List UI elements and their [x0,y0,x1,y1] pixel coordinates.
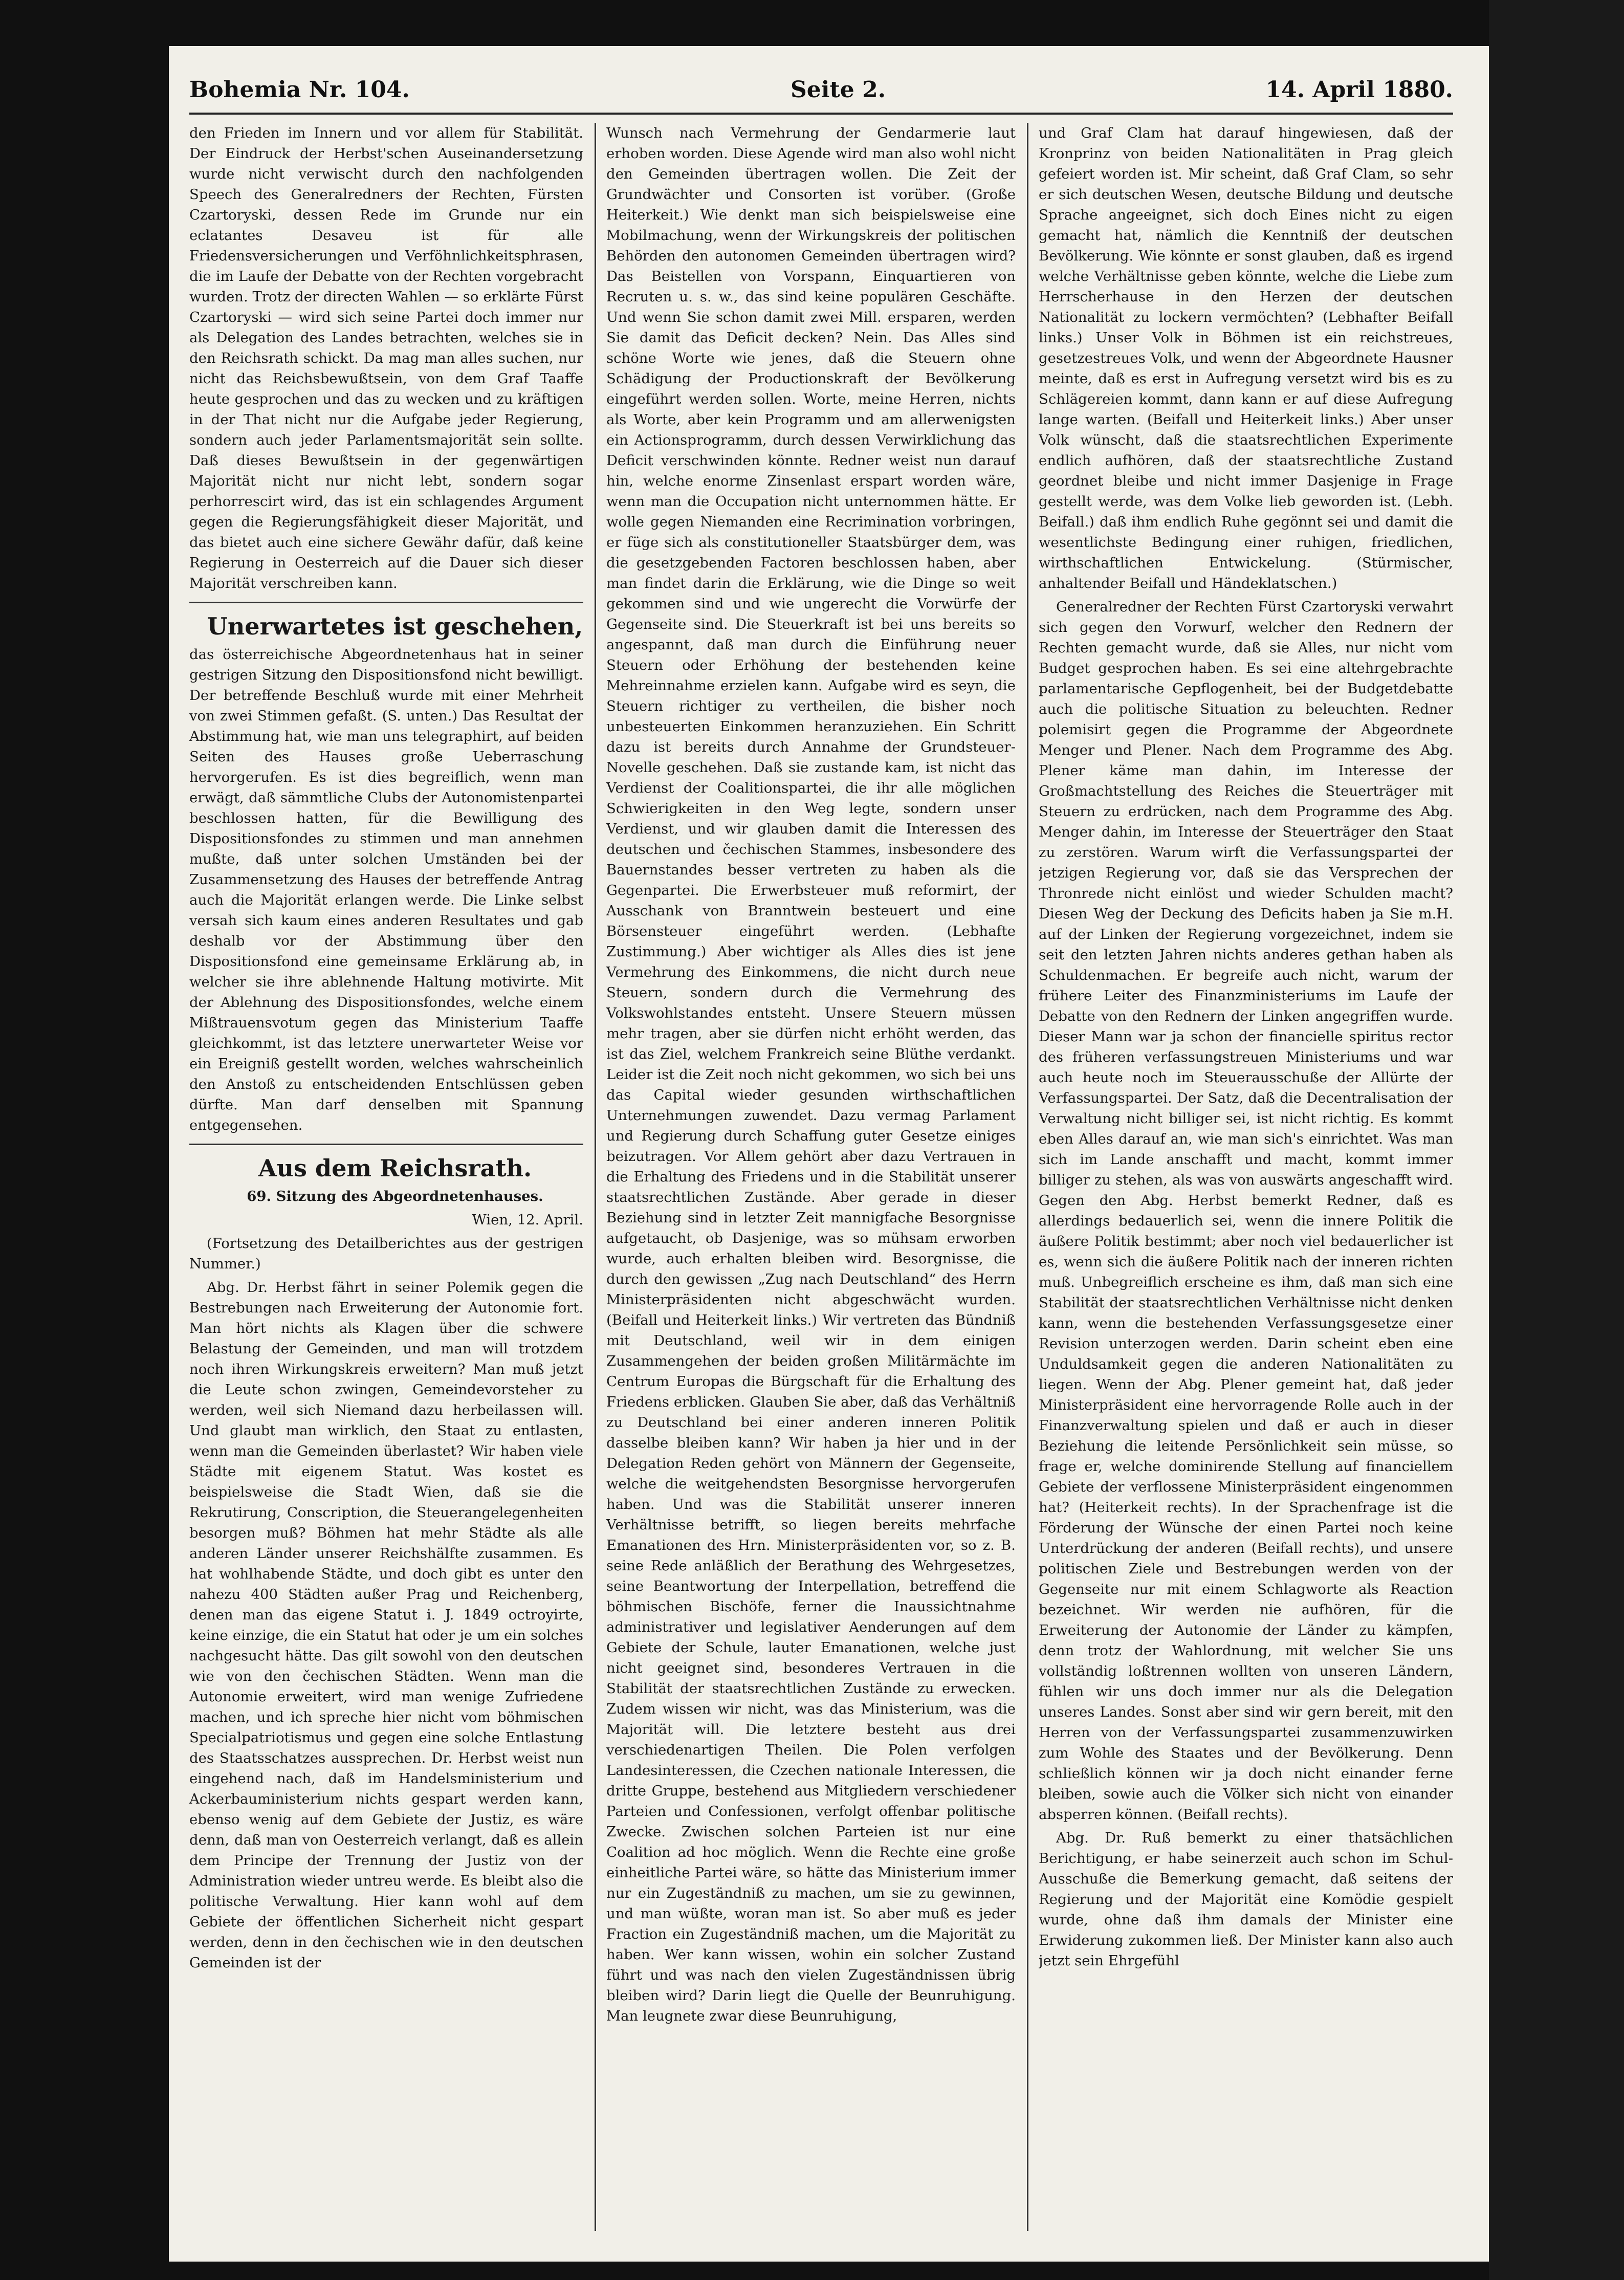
column-3 [1039,123,1453,2236]
headline-unexpected: Unerwartetes ist geschehen, [207,612,583,640]
article-herbst: Abg. Dr. Herbst fährt in seiner Polemik gegen die Bestrebungen nach Erweiterung der Autonomie fort. Man hört nichts als Klagen über die schwere Belastung der Gemeinden, und man will trotzdem noch ihren Wirkungskreis erweitern? Man muß jetzt die Leute schon zwingen, Gemeindevorsteher zu werden, weil sich Niemand dazu herbeilassen will. Und glaubt man wirklich, den Staat zu entlasten, wenn man die Gemeinden überlastet? Wir haben viele Städte mit eigenem Statut. Was kostet es beispielsweise die Stadt Wien, daß sie die Rekrutirung, Conscription, die Steuerangelegenheiten besorgen muß? Böhmen hat mehr Städte als alle anderen Länder unserer Reichshälfte zusammen. Es hat wohlhabende Städte, und doch gibt es unter den nahezu 400 Städten außer Prag und Reichenberg, denen man das eigene Statut i. J. 1849 octroyirte, keine einzige, die ein Statut hat oder je um ein solches nachgesucht hätte. Das gilt sowohl von den deutschen wie von den čechischen Städten. Wenn man die Autonomie erweitert, wird man wenige Zufriedene machen, und ich spreche hier nicht vom böhmischen Specialpatriotismus und gegen eine solche Entlastung des Staatsschatzes aussprechen. Dr. Herbst weist nun eingehend nach, daß im Handelsministerium und Ackerbauministerium nichts gespart werden kann, ebenso wenig auf dem Gebiete der Justiz, es wäre denn, daß man von Oesterreich verlangt, daß es allein dem Principe der Trennung der Justiz von der Administration wieder untreu werde. Es bleibt also die politische Verwaltung. Hier kann wohl auf dem Gebiete der öffentlichen Sicherheit nicht gespart werden, denn in den čechischen wie in den deutschen Gemeinden ist der [189,1279,583,1971]
article-herbst-conclusion: und Graf Clam hat darauf hingewiesen, daß der Kronprinz von beiden Nationalitäten in Prag gleich gefeiert worden ist. Mir scheint, daß Graf Clam, so sehr er sich deutschen Wesen, deutsche Bildung und deutsche Sprache angeeignet, sich doch Eines nicht zu eigen gemacht hat, nämlich die Kenntniß der deutschen Bevölkerung. Wie könnte er sonst glauben, daß es irgend welche Verhältnisse geben könnte, welche die Liebe zum Herrscherhause in den Herzen der deutschen Nationalität zu lockern vermöchten? (Lebhafter Beifall links.) Unser Volk in Böhmen ist ein reichstreues, gesetzestreues Volk, und wenn der Abgeordnete Hausner meinte, daß es erst in Aufregung versetzt wird bis es zu Schlägereien kommt, dann kann er auf diese Aufregung lange warten. (Beifall und Heiterkeit links.) Aber unser Volk wünscht, daß die staatsrechtlichen Experimente endlich aufhören, daß der staatsrechtliche Zustand geordnet bleibe und nicht immer Dasjenige in Frage gestellt werde, was dem Volke lieb geworden ist. (Lebh. Beifall.) daß ihm endlich Ruhe gegönnt sei und damit die wesentlichste Bedingung einer ruhigen, friedlichen, wirthschaftlichen Entwickelung. (Stürmischer, anhaltender Beifall und Händeklatschen.) [1039,125,1453,591]
column-1 [189,123,583,2236]
header-page-number: Seite 2. [791,77,886,103]
headline-reichsrath: Aus dem Reichsrath. [258,1154,532,1182]
sitting-title: 69. Sitzung des Abgeordnetenhauses. [247,1188,543,1204]
continuation-note: (Fortsetzung des Detailberichtes aus der gestrigen Nummer.) [189,1235,583,1272]
dateline: Wien, 12. April. [472,1212,583,1228]
column-2 [606,123,1016,2236]
column-rule [1027,123,1028,2231]
divider [189,602,583,603]
header-date: 14. April 1880. [1265,77,1453,103]
article-intro-continuation: den Frieden im Innern und vor allem für Stabilität. Der Eindruck der Herbst'schen Auseinandersetzung wurde nicht verwischt durch den nachfolgenden Speech des Generalredners der Rechten, Fürsten Czartoryski, dessen Rede im Grunde nur ein eclatantes Desaveu ist für alle Friedensversicherungen und Verföhnlichkeitsphrasen, die im Laufe der Debatte von der Rechten vorgebracht wurden. Trotz der directen Wahlen — so erklärte Fürst Czartoryski — wird sich seine Partei doch immer nur als Delegation des Landes betrachten, welches sie in den Reichsrath schickt. Da mag man alles suchen, nur nicht das Reichsbewußtsein, von dem Graf Taaffe heute gesprochen und das zu wecken und zu kräftigen in der That nicht nur die Aufgabe jeder Regierung, sondern auch jeder Parlamentsmajorität sein sollte. Daß dieses Bewußtsein in der gegenwärtigen Majorität nicht nur nicht lebt, sondern sogar perhorrescirt wird, das ist ein schlagendes Argument gegen die Regierungsfähigkeit dieser Majorität, und das bietet auch eine sichere Gewähr dafür, daß keine Regierung in Oesterreich auf die Dauer sich dieser Majorität verschreiben kann. [189,125,583,591]
scan-margin [1489,0,1624,2280]
divider [189,1144,583,1145]
article-dispositionsfond: das österreichische Abgeordnetenhaus hat in seiner gestrigen Sitzung den Dispositionsfond nicht bewilligt. Der betreffende Beschluß wurde mit einer Mehrheit von zwei Stimmen gefaßt. (S. unten.) Das Resultat der Abstimmung hat, wie man uns telegraphirt, auf beiden Seiten des Hauses große Ueberraschung hervorgerufen. Es ist dies begreiflich, wenn man erwägt, daß sämmtliche Clubs der Autonomistenpartei beschlossen hatten, für die Bewilligung des Dispositionsfondes zu stimmen und man annehmen mußte, daß unter solchen Umständen bei der Zusammensetzung des Hauses der betreffende Antrag auch die Majorität erlangen werde. Die Linke selbst versah sich kaum eines anderen Resultates und gab deshalb vor der Abstimmung über den Dispositionsfond eine gemeinsame Erklärung ab, in welcher sie ihre ablehnende Haltung motivirte. Mit der Ablehnung des Dispositionsfondes, welche einem Mißtrauensvotum gegen das Ministerium Taaffe gleichkommt, ist das letztere unerwarteter Weise vor ein Ereigniß gestellt worden, welches wahrscheinlich den Anstoß zu entscheidenden Entschlüssen geben dürfte. Man darf denselben mit Spannung entgegensehen. [189,646,583,1133]
column-rule [595,123,596,2231]
article-herbst-continued: Wunsch nach Vermehrung der Gendarmerie laut erhoben worden. Diese Agende wird man also wohl nicht den Gemeinden übertragen wollen. Die Zeit der Grundwächter und Consorten ist vorüber. (Große Heiterkeit.) Wie denkt man sich beispielsweise eine Mobilmachung, wenn der Wirkungskreis der politischen Behörden den autonomen Gemeinden übertragen wird? Das Beistellen von Vorspann, Einquartieren von Recruten u. s. w., das sind keine populären Geschäfte. Und wenn Sie schon damit zwei Mill. ersparen, werden Sie damit das Deficit decken? Nein. Das Alles sind schöne Worte wie jenes, daß die Steuern ohne Schädigung der Productionskraft der Bevölkerung eingeführt werden sollen. Worte, meine Herren, nichts als Worte, aber kein Programm und am allerwenigsten ein Actionsprogramm, durch dessen Verwirklichung das Deficit verschwinden könnte. Redner weist nun darauf hin, welche enorme Zinsenlast erspart worden wäre, wenn man die Occupation nicht unternommen hätte. Er wolle gegen Niemanden eine Recrimination vorbringen, er füge sich als constitutioneller Staatsbürger dem, was die gesetzgebenden Factoren beschlossen haben, aber man findet darin die Erklärung, wie die Dinge so weit gekommen sind und wie ungerecht die Vorwürfe der Gegenseite sind. Die Steuerkraft ist bei uns bereits so angespannt, daß man durch die Einführung neuer Steuern oder Erhöhung der bestehenden keine Mehreinnahme erzielen kann. Aufgabe wird es seyn, die Steuern richtiger zu vertheilen, die bisher noch unbesteuerten Einkommen heranzuziehen. Ein Schritt dazu ist bereits durch Annahme der Grundsteuer-Novelle geschehen. Daß sie zustande kam, ist nicht das Verdienst der Coalitionspartei, die ihr alle möglichen Schwierigkeiten in den Weg legte, sondern unser Verdienst, und wir glauben damit die Interessen des deutschen und čechischen Stammes, insbesondere des Bauernstandes besser vertreten zu haben als die Gegenpartei. Die Erwerbsteuer muß reformirt, der Ausschank von Branntwein besteuert und eine Börsensteuer eingeführt werden. (Lebhafte Zustimmung.) Aber wichtiger als Alles dies ist jene Vermehrung des Einkommens, die nicht durch neue Steuern, sondern durch die Vermehrung des Volkswohlstandes entsteht. Unsere Steuern müssen mehr tragen, aber sie dürfen nicht erhöht werden, das ist das Ziel, welchem Frankreich seine Blüthe verdankt. Leider ist die Zeit noch nicht gekommen, wo sich bei uns das Capital wieder gesunden wirthschaftlichen Unternehmungen zuwendet. Dazu vermag Parlament und Regierung durch Schaffung guter Gesetze einiges beizutragen. Vor Allem gehört aber dazu Vertrauen in die Erhaltung des Friedens und in die Stabilität unserer staatsrechtlichen Zustände. Aber gerade in dieser Beziehung sind in letzter Zeit mannigfache Besorgnisse aufgetaucht, ob Dasjenige, was so mühsam erworben wurde, auch erhalten bleiben wird. Besorgnisse, die durch den gewissen „Zug nach Deutschland“ des Herrn Ministerpräsidenten nicht abgeschwächt wurden. (Beifall und Heiterkeit links.) Wir vertreten das Bündniß mit Deutschland, weil wir in dem einigen Zusammengehen der beiden großen Militärmächte im Centrum Europas die Bürgschaft für die Erhaltung des Friedens erblicken. Glauben Sie aber, daß das Verhältniß zu Deutschland bei einer anderen inneren Politik dasselbe bleiben kann? Wir haben ja hier und in der Delegation Reden gehört von Männern der Gegenseite, welche die weitgehendsten Besorgnisse hervorgerufen haben. Und was die Stabilität unserer inneren Verhältnisse betrifft, so liegen bereits mehrfache Emanationen des Hrn. Ministerpräsidenten vor, so z. B. seine Rede anläßlich der Berathung des Wehrgesetzes, seine Beantwortung der Interpellation, betreffend die böhmischen Bischöfe, ferner die Inaussichtnahme administrativer und legislativer Aenderungen auf dem Gebiete der Schule, lauter Emanationen, welche just nicht geeignet sind, besonderes Vertrauen in die Stabilität der staatsrechtlichen Zustände zu erwecken. Zudem wissen wir nicht, was das Ministerium, was die Majorität will. Die letztere besteht aus drei verschiedenartigen Theilen. Die Polen verfolgen Landesinteressen, die Czechen nationale Interessen, die dritte Gruppe, bestehend aus Mitgliedern verschiedener Parteien und Confessionen, verfolgt offenbar politische Zwecke. Zwischen solchen Parteien ist nur eine Coalition ad hoc möglich. Wenn die Rechte eine große einheitliche Partei wäre, so hätte das Ministerium immer nur ein Zugeständniß zu machen, um sie zu gewinnen, und man wüßte, woran man ist. So aber muß es jeder Fraction ein Zugeständniß machen, um die Majorität zu haben. Wer kann wissen, wohin ein solcher Zustand führt und was nach den vielen Zugeständnissen übrig bleiben wird? Darin liegt die Quelle der Beunruhigung. Man leugnete zwar diese Beunruhigung, [606,125,1016,2024]
article-czartoryski: Generalredner der Rechten Fürst Czartoryski verwahrt sich gegen den Vorwurf, welcher den Rednern der Rechten gemacht wurde, daß sie Alles, nur nicht vom Budget gesprochen haben. Es sei eine altehrgebrachte parlamentarische Gepflogenheit, bei der Budgetdebatte auch die politische Situation zu beleuchten. Redner polemisirt gegen die Programme der Abgeordnete Menger und Plener. Nach dem Programme des Abg. Plener käme man dahin, im Interesse der Großmachtstellung des Reiches die Steuerträger mit Steuern zu erdrücken, nach dem Programme des Abg. Menger dahin, im Interesse der Steuerträger den Staat zu zerstören. Warum wirft die Verfassungspartei der jetzigen Regierung vor, daß sie das Versprechen der Thronrede nicht einlöst und wieder Schulden macht? Diesen Weg der Deckung des Deficits haben ja Sie m.H. auf der Linken der Regierung vorgezeichnet, indem sie seit den letzten Jahren nichts anderes gethan haben als Schuldenmachen. Er begreife auch nicht, warum der frühere Leiter des Finanzministeriums im Laufe der Debatte von den Rednern der Linken angegriffen wurde. Dieser Mann war ja schon der financielle spiritus rector des früheren verfassungstreuen Ministeriums und war auch heute noch im Steuerausschuße der Allürte der Verfassungspartei. Der Satz, daß die Decentralisation der Verwaltung nicht billiger sei, ist nicht richtig. Es kommt eben Alles darauf an, wie man sich's einrichtet. Was man sich im Lande anschafft und macht, kommt immer billiger zu stehen, als was von auswärts angeschafft wird. Gegen den Abg. Herbst bemerkt Redner, daß es allerdings bedauerlich sei, wenn die innere Politik die äußere Politik bestimmt; aber noch viel bedauerlicher ist es, wenn sich die äußere Politik nach der inneren richten muß. Unbegreiflich erscheine es ihm, daß man sich eine Stabilität der staatsrechtlichen Verhältnisse nicht denken kann, wenn die bestehenden Verfassungsgesetze einer Revision unterzogen werden. Darin scheint eben eine Unduldsamkeit gegen die anderen Nationalitäten zu liegen. Wenn der Abg. Plener gemeint hat, daß jeder Ministerpräsident eine hervorragende Rolle auch in der Finanzverwaltung spielen und daß er auch in dieser Beziehung die leitende Persönlichkeit sein müsse, so frage er, welche dominirende Stellung auf financiellem Gebiete der verflossene Ministerpräsident eingenommen hat? (Heiterkeit rechts). In der Sprachenfrage ist die Förderung der Wünsche der einen Partei noch keine Unterdrückung der anderen (Beifall rechts), und unsere politischen Ziele und Bestrebungen werden von der Gegenseite nur mit einem Schlagworte als Reaction bezeichnet. Wir werden nie aufhören, für die Erweiterung der Autonomie der Länder zu kämpfen, denn trotz der Wahlordnung, mit welcher Sie uns vollständig loßtrennen wollten von unseren Ländern, fühlen wir uns doch immer nur als die Delegation unseres Landes. Sonst aber sind wir gern bereit, mit den Herren von der Verfassungspartei zusammenzuwirken zum Wohle des Staates und der Bevölkerung. Denn schließlich können wir ja doch nicht einander ferne bleiben, sowie auch die Völker sich nicht von einander absperren können. (Beifall rechts). [1039,599,1453,1823]
page-header [189,67,1453,115]
article-russ: Abg. Dr. Ruß bemerkt zu einer thatsächlichen Berichtigung, er habe seinerzeit auch schon im Schul-Ausschuße die Bemerkung gemacht, daß seitens der Regierung und der Majorität eine Komödie gespielt wurde, ohne daß ihm damals der Minister eine Erwiderung zukommen ließ. Der Minister kann also auch jetzt sein Ehrgefühl [1039,1830,1453,1969]
newspaper-page [169,46,1489,2262]
header-issue: Bohemia Nr. 104. [189,77,410,103]
